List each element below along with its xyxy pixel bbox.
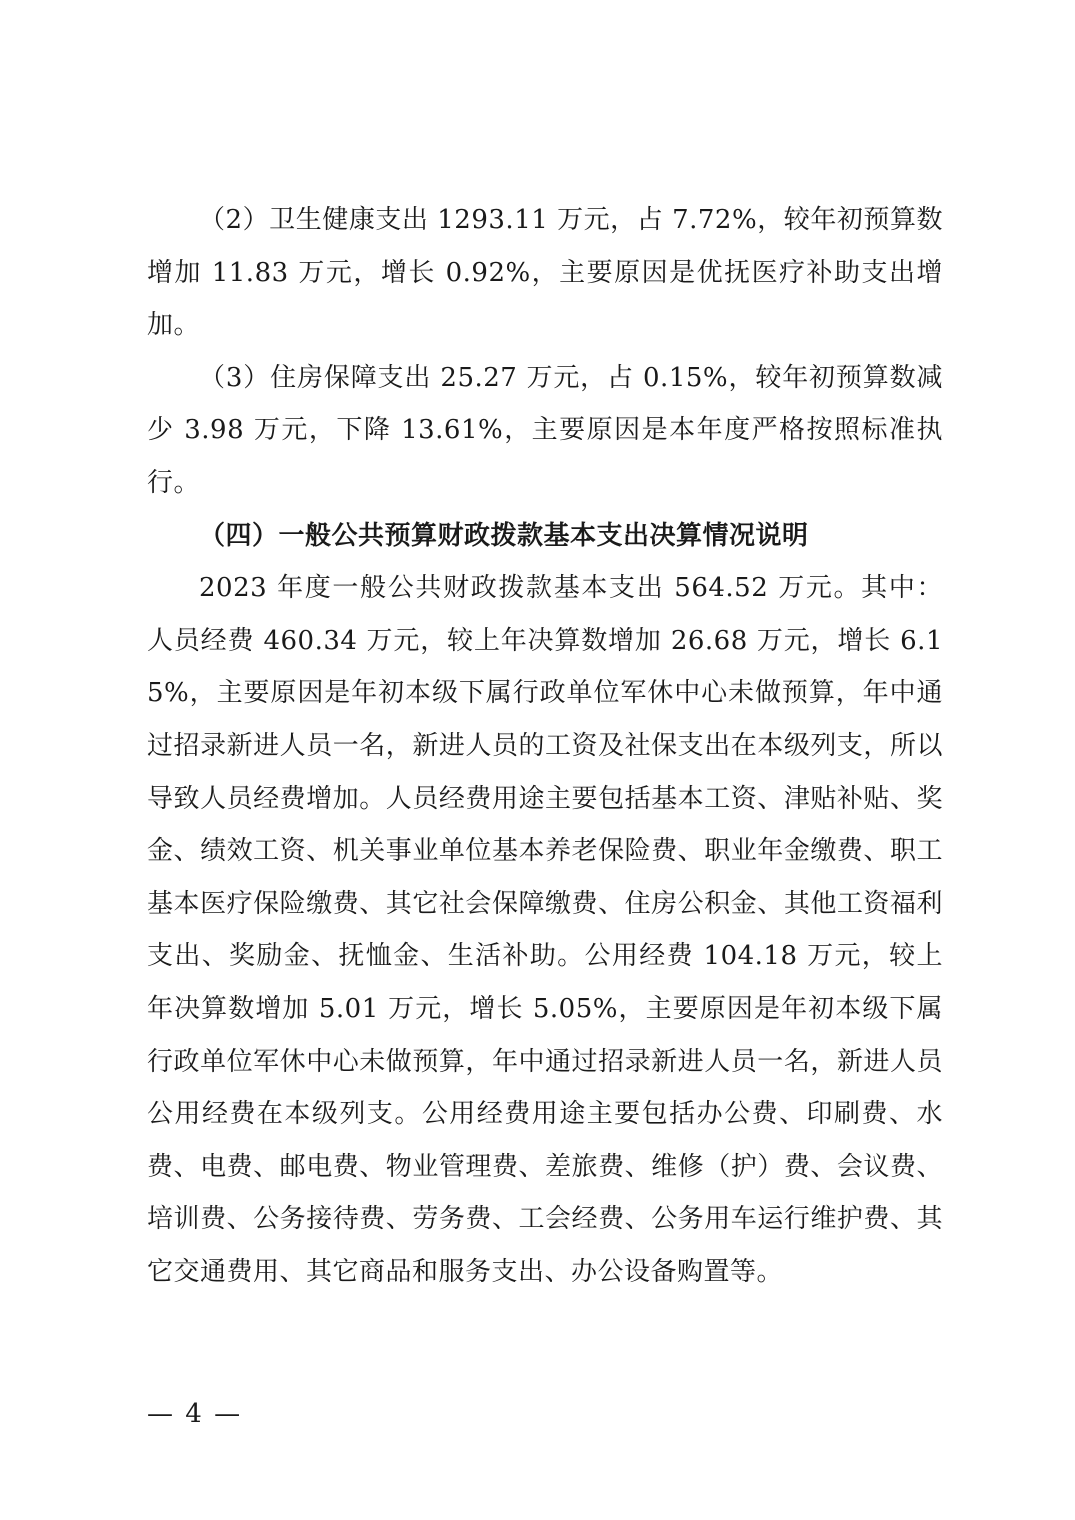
section-heading: （四）一般公共预算财政拨款基本支出决算情况说明 xyxy=(199,520,809,551)
paragraph-health-expenditure: （2）卫生健康支出 1293.11 万元，占 7.72%，较年初预算数增加 11.83 万元，增长 0.92%，主要原因是优抚医疗补助支出增加。 xyxy=(147,205,943,341)
document-body xyxy=(147,194,943,1298)
paragraph-housing-expenditure: （3）住房保障支出 25.27 万元，占 0.15%，较年初预算数减少 3.98 万元，下降 13.61%，主要原因是本年度严格按照标准执行。 xyxy=(147,362,943,498)
page-number: — 4 — xyxy=(147,1399,243,1429)
paragraph-basic-expenditure: 2023 年度一般公共财政拨款基本支出 564.52 万元。其中：人员经费 460.34 万元，较上年决算数增加 26.68 万元，增长 6.15%，主要原因是年初本级下属行政单位军休中心未做预算，年中通过招录新进人员一名，新进人员的工资及社保支出在本级列支，所以导致人员经费增加。人员经费用途主要包括基本工资、津贴补贴、奖金、绩效工资、机关事业单位基本养老保险费、职业年金缴费、职工基本医疗保险缴费、其它社会保障缴费、住房公积金、其他工资福利支出、奖励金、抚恤金、生活补助。公用经费 104.18 万元，较上年决算数增加 5.01 万元，增长 5.05%，主要原因是年初本级下属行政单位军休中心未做预算，年中通过招录新进人员一名，新进人员公用经费在本级列支。公用经费用途主要包括办公费、印刷费、水费、电费、邮电费、物业管理费、差旅费、维修（护）费、会议费、培训费、公务接待费、劳务费、工会经费、公务用车运行维护费、其它交通费用、其它商品和服务支出、办公设备购置等。 xyxy=(147,573,943,1287)
